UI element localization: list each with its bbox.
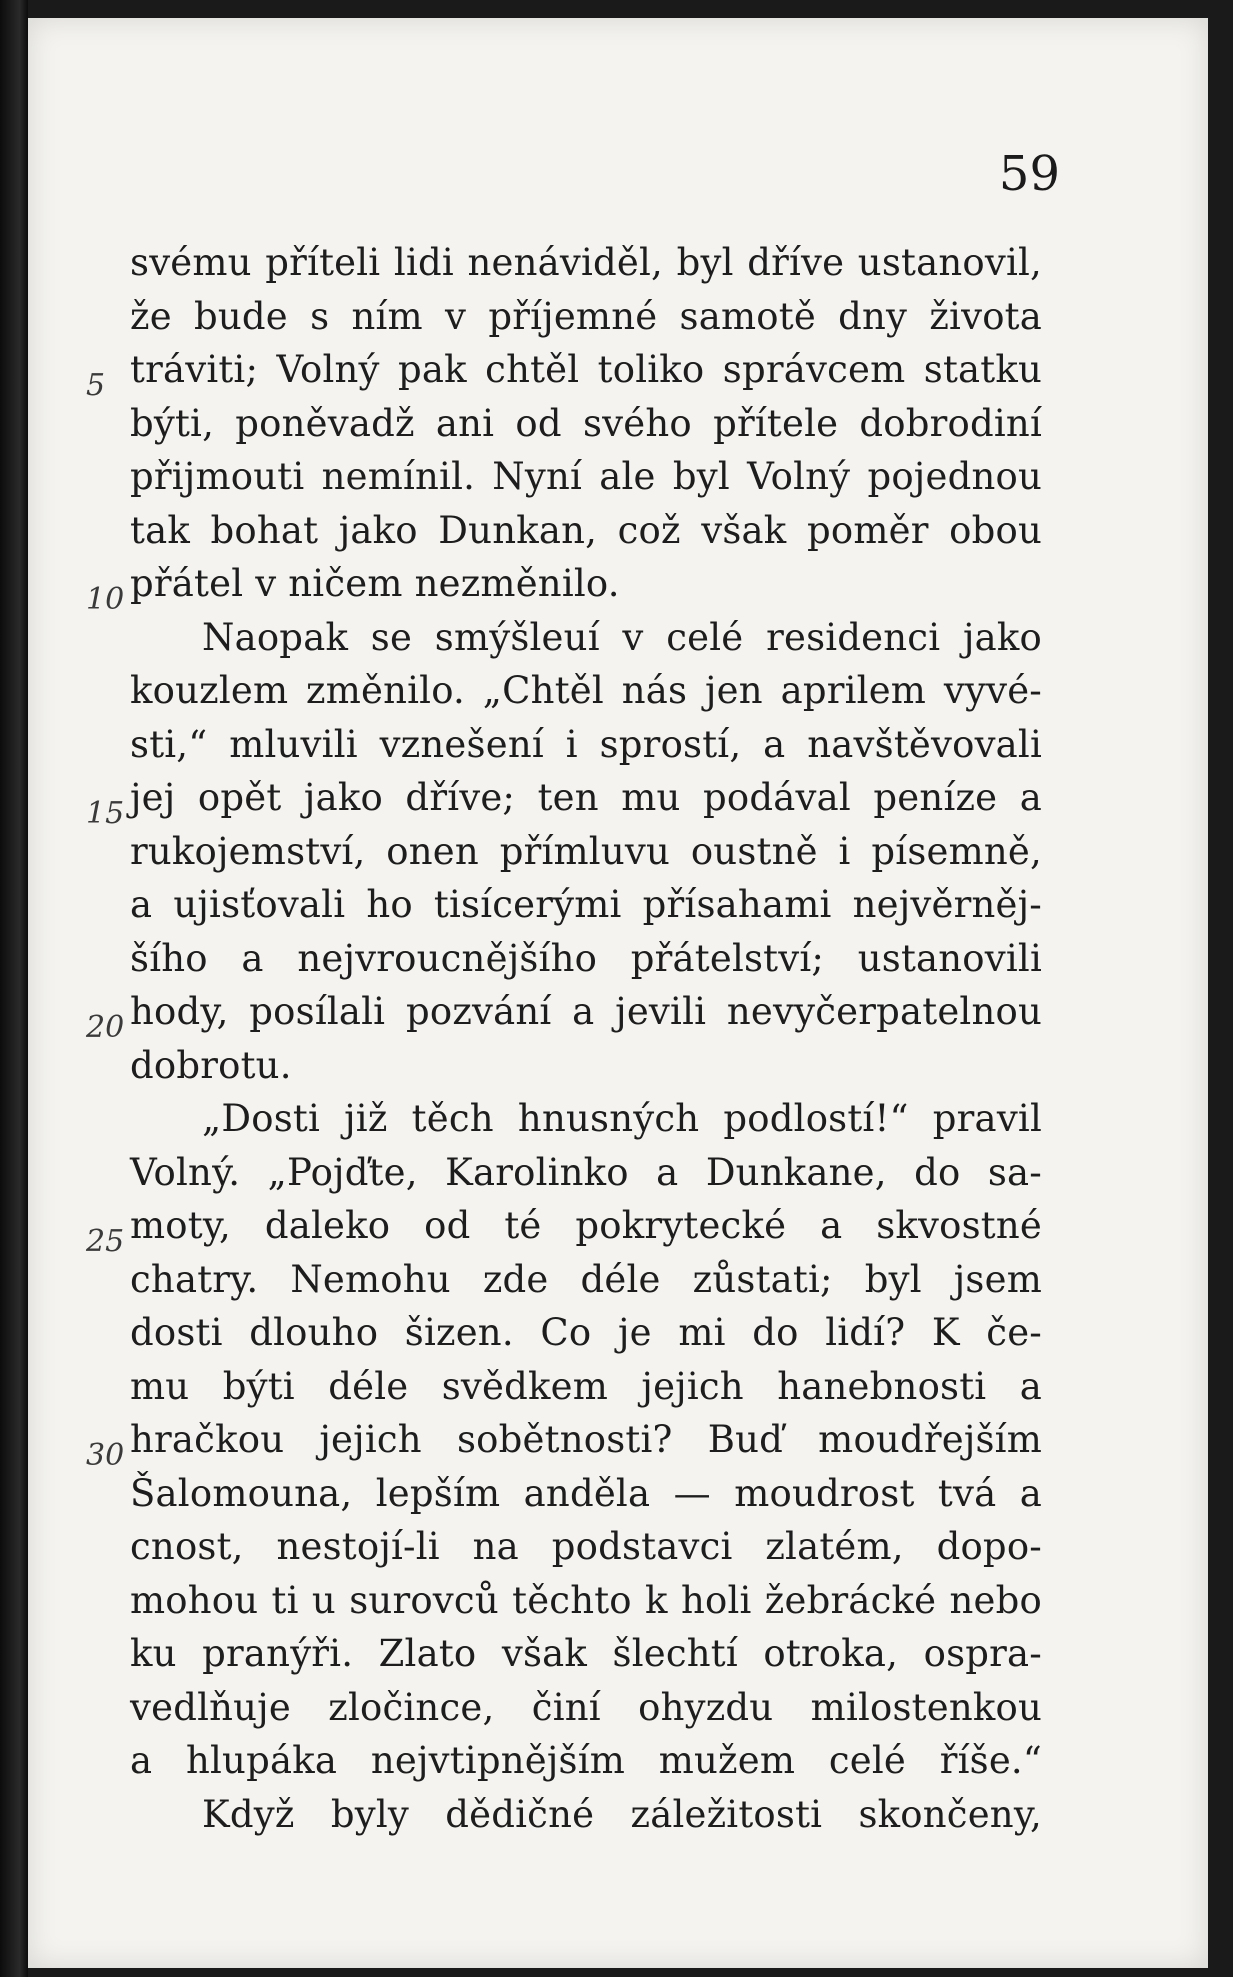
text-line: tráviti; Volný pak chtěl toliko správcem statku <box>130 348 1042 391</box>
text-line: přijmouti nemínil. Nyní ale byl Volný pojednou <box>130 455 1042 498</box>
text-line: „Dosti již těch hnusných podlostí!“ pravil <box>202 1097 1042 1140</box>
text-line: šího a nejvroucnějšího přátelství; ustanovili <box>130 936 1042 980</box>
margin-line-number: 25 <box>86 1224 125 1259</box>
margin-line-number: 20 <box>86 1010 125 1045</box>
text-line: cnost, nestojí-li na podstavci zlatém, dopo- <box>130 1525 1042 1568</box>
margin-line-number: 30 <box>86 1438 125 1473</box>
text-line: svému příteli lidi nenáviděl, byl dříve ustanovil, <box>130 241 1042 284</box>
margin-line-number: 5 <box>86 368 106 403</box>
text-line: kouzlem změnilo. „Chtěl nás jen aprilem vyvé- <box>130 669 1042 712</box>
text-line: sti,“ mluvili vznešení i sprostí, a navštěvovali <box>130 722 1042 766</box>
text-line: vedlňuje zločince, činí ohyzdu milostenkou <box>130 1685 1042 1729</box>
text-line: hračkou jejich sobětnosti? Buď moudřejším <box>130 1418 1042 1461</box>
text-line: Volný. „Pojďte, Karolinko a Dunkane, do sa- <box>130 1150 1042 1194</box>
text-line: chatry. Nemohu zde déle zůstati; byl jsem <box>130 1257 1042 1301</box>
text-line: a ujisťovali ho tisícerými přísahami nejvěrněj- <box>130 883 1042 926</box>
book-page <box>28 18 1208 1968</box>
text-line: že bude s ním v příjemné samotě dny života <box>130 294 1042 338</box>
text-line: Naopak se smýšleuí v celé residenci jako <box>202 615 1042 659</box>
text-line: ku pranýři. Zlato však šlechtí otroka, ospra- <box>130 1632 1042 1675</box>
text-line: mohou ti u surovců těchto k holi žebrácké nebo <box>130 1578 1042 1622</box>
text-line: býti, poněvadž ani od svého přítele dobrodiní <box>130 401 1042 445</box>
text-line: hody, posílali pozvání a jevili nevyčerpatelnou <box>130 990 1042 1033</box>
text-line: jej opět jako dříve; ten mu podával peníze a <box>130 776 1042 819</box>
margin-line-number: 15 <box>86 796 125 831</box>
text-line: a hlupáka nejvtipnějším mužem celé říše.“ <box>130 1739 1042 1782</box>
text-line: mu býti déle svědkem jejich hanebnosti a <box>130 1364 1042 1408</box>
text-line: přátel v ničem nezměnilo. <box>130 562 620 605</box>
text-line: dobrotu. <box>130 1043 292 1087</box>
margin-line-number: 10 <box>86 582 125 617</box>
body-text <box>130 236 1042 1841</box>
text-line: rukojemství, onen přímluvu oustně i písemně, <box>130 829 1042 873</box>
text-line: moty, daleko od té pokrytecké a skvostné <box>130 1204 1042 1247</box>
text-line: Šalomouna, lepším anděla — moudrost tvá a <box>130 1471 1042 1515</box>
page-number: 59 <box>998 146 1060 202</box>
book-binding <box>0 0 28 1977</box>
text-line: dosti dlouho šizen. Co je mi do lidí? K če- <box>130 1311 1042 1354</box>
text-line: Když byly dědičné záležitosti skončeny, <box>202 1792 1042 1836</box>
text-line: tak bohat jako Dunkan, což však poměr obou <box>130 508 1042 552</box>
